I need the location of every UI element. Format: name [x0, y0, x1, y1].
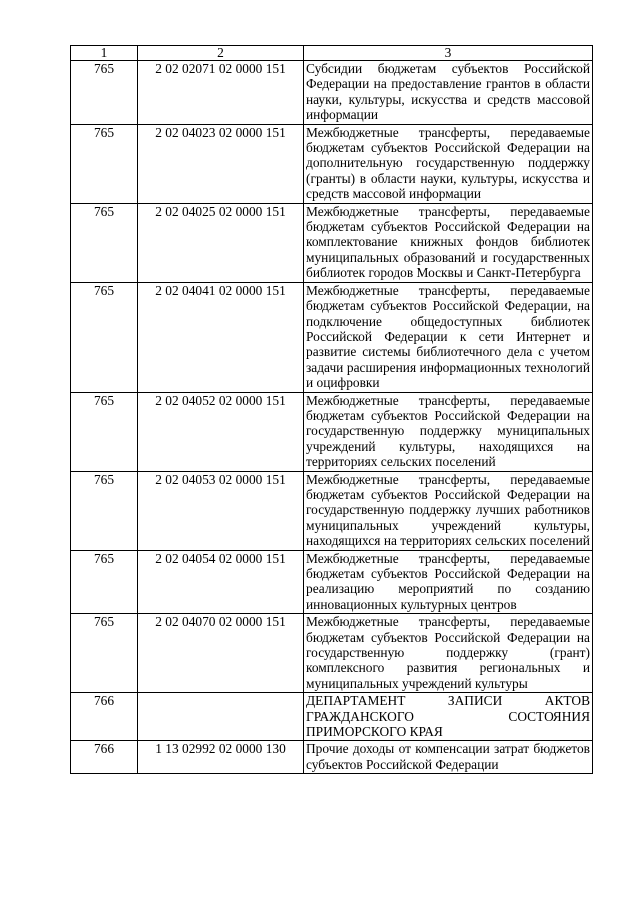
- admin-code-cell: 766: [71, 741, 138, 774]
- revenue-code-cell: 2 02 04023 02 0000 151: [138, 124, 304, 203]
- header-col-2: 2: [138, 46, 304, 61]
- revenue-code-cell: [138, 693, 304, 741]
- revenue-name-cell: Прочие доходы от компенсации затрат бюджетов субъектов Российской Федерации: [304, 741, 593, 774]
- revenue-name-cell: Межбюджетные трансферты, передаваемые бюджетам субъектов Российской Федерации на государственную поддержку муниципальных учреждений культуры, находящихся на территориях сельских поселений: [304, 392, 593, 471]
- revenue-name-cell: Межбюджетные трансферты, передаваемые бюджетам субъектов Российской Федерации, на подключение общедоступных библиотек Российской Федерации к сети Интернет и развитие системы библиотечного дела с учетом задачи расширения информационных технологий и оцифровки: [304, 282, 593, 392]
- header-col-3: 3: [304, 46, 593, 61]
- admin-code-cell: 765: [71, 550, 138, 614]
- table-row: [71, 392, 593, 471]
- revenue-name-cell: Межбюджетные трансферты, передаваемые бюджетам субъектов Российской Федерации на государственную поддержку (грант) комплексного развития региональных и муниципальных учреждений культуры: [304, 614, 593, 693]
- admin-code-cell: 766: [71, 693, 138, 741]
- revenue-name-cell: Межбюджетные трансферты, передаваемые бюджетам субъектов Российской Федерации на дополнительную государственную поддержку (гранты) в области науки, культуры, искусства и средств массовой информации: [304, 124, 593, 203]
- revenue-name-cell: Межбюджетные трансферты, передаваемые бюджетам субъектов Российской Федерации на реализацию мероприятий по созданию инновационных культурных центров: [304, 550, 593, 614]
- admin-code-cell: 765: [71, 282, 138, 392]
- table-body: [71, 61, 593, 774]
- revenue-code-cell: 2 02 04070 02 0000 151: [138, 614, 304, 693]
- revenue-code-cell: 2 02 04054 02 0000 151: [138, 550, 304, 614]
- revenue-name-cell: Субсидии бюджетам субъектов Российской Федерации на предоставление грантов в области науки, культуры, искусства и средств массовой информации: [304, 61, 593, 125]
- table-row: [71, 124, 593, 203]
- admin-code-cell: 765: [71, 392, 138, 471]
- admin-code-cell: 765: [71, 61, 138, 125]
- table-row: [71, 282, 593, 392]
- revenue-name-cell: Межбюджетные трансферты, передаваемые бюджетам субъектов Российской Федерации на государственную поддержку лучших работников муниципальных учреждений культуры, находящихся на территориях сельских поселений: [304, 471, 593, 550]
- department-name-cell: ДЕПАРТАМЕНТ ЗАПИСИ АКТОВ ГРАЖДАНСКОГО СОСТОЯНИЯ ПРИМОРСКОГО КРАЯ: [304, 693, 593, 741]
- table-row: [71, 203, 593, 282]
- revenue-code-cell: 2 02 02071 02 0000 151: [138, 61, 304, 125]
- table-row: [71, 693, 593, 741]
- revenue-code-cell: 1 13 02992 02 0000 130: [138, 741, 304, 774]
- table-row: [71, 741, 593, 774]
- admin-code-cell: 765: [71, 614, 138, 693]
- revenue-code-cell: 2 02 04052 02 0000 151: [138, 392, 304, 471]
- admin-code-cell: 765: [71, 124, 138, 203]
- header-row: [71, 46, 593, 61]
- table-header: [71, 46, 593, 61]
- admin-code-cell: 765: [71, 203, 138, 282]
- table-row: [71, 471, 593, 550]
- revenue-code-cell: 2 02 04025 02 0000 151: [138, 203, 304, 282]
- table-row: [71, 550, 593, 614]
- table-row: [71, 61, 593, 125]
- header-col-1: 1: [71, 46, 138, 61]
- admin-code-cell: 765: [71, 471, 138, 550]
- table-row: [71, 614, 593, 693]
- budget-codes-table: [70, 45, 593, 774]
- revenue-code-cell: 2 02 04041 02 0000 151: [138, 282, 304, 392]
- revenue-name-cell: Межбюджетные трансферты, передаваемые бюджетам субъектов Российской Федерации на комплектование книжных фондов библиотек муниципальных образований и государственных библиотек городов Москвы и Санкт-Петербурга: [304, 203, 593, 282]
- revenue-code-cell: 2 02 04053 02 0000 151: [138, 471, 304, 550]
